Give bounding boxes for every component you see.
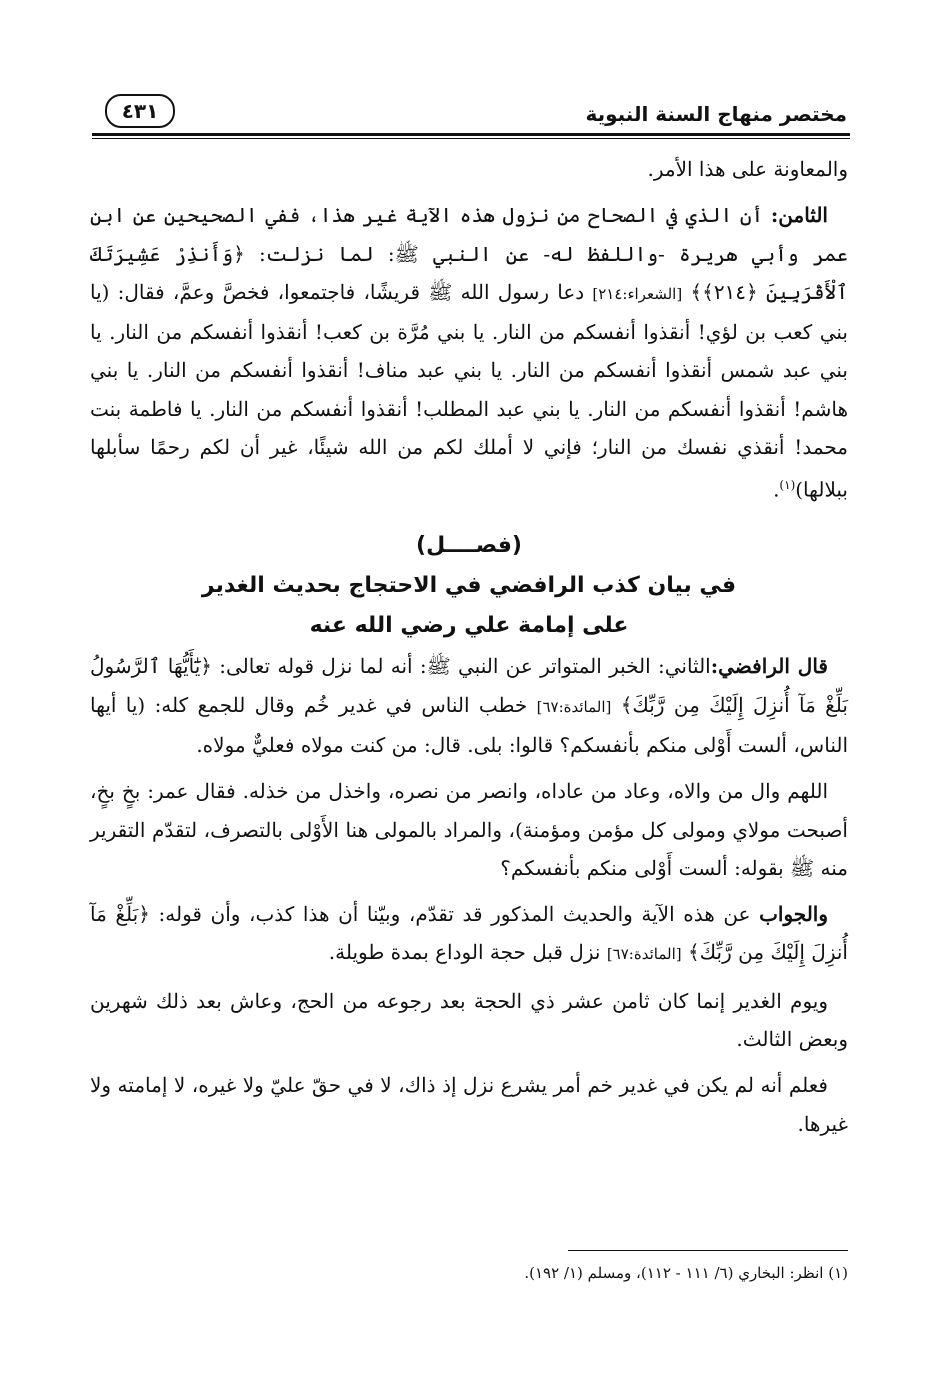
paragraph-1 [90,150,848,188]
paragraph-2: الثامن: أن الذي في الصحاح من نزول هذه الآية غير هذا، ففي الصحيحين عن ابن عمر وأبي هريرة -واللفظ له- عن النبي ﷺ: لما نزلت: ﴿وَأَنذِرْ عَشِيرَتَكَ ٱلْأَقْرَبِينَ ﴿٢١٤﴾﴾ [الشعراء:٢١٤] دعا رسول الله ﷺ قريشًا، فاجتمعوا، فخصَّ وعمَّ، فقال: (يا بني كعب بن لؤي! أنقذوا أنفسكم من النار. يا بني مُرَّة بن كعب! أنقذوا أنفسكم من النار. يا بني عبد شمس أنقذوا أنفسكم من النار. يا بني عبد مناف! أنقذوا أنفسكم من النار. يا بني هاشم! أنقذوا أنفسكم من النار. يا بني عبد المطلب! أنقذوا أنفسكم من النار. يا فاطمة بنت محمد! أنقذي نفسك من النار؛ فإني لا أملك لكم من الله شيئًا، غير أن لكم رحمًا سأبلها ببلالها)$^{(١)}$. [90,203,849,503]
verse-reference: [المائدة:٦٧] [606,945,682,964]
paragraph-text: خطب الناس في غدير خُم وقال للجمع كله: (يا أيها الناس، ألست أَوْلى منكم بأنفسكم؟ قالوا: بلى. قال: من كنت مولاه فعليٌّ مولاه. [90,692,848,757]
header-divider [92,133,850,139]
paragraph-text: دعا رسول الله ﷺ قريشًا، فاجتمعوا، فخصَّ وعمَّ، فقال: (يا بني كعب بن لؤي! أنقذوا أنفسكم من النار. يا بني مُرَّة بن كعب! أنقذوا أنفسكم من النار. يا بني عبد شمس أنقذوا أنفسكم من النار. يا بني عبد مناف! أنقذوا أنفسكم من النار. يا بني هاشم! أنقذوا أنفسكم من النار. يا بني عبد المطلب! أنقذوا أنفسكم من النار. يا فاطمة بنت محمد! أنقذي نفسك من النار؛ فإني لا أملك لكم من الله شيئًا، غير أن لكم رحمًا سأبلها ببلالها) [90,279,849,503]
paragraph-text: نزل قبل حجة الوداع بمدة طويلة. [328,940,607,965]
verse-reference: [المائدة:٦٧] [536,697,612,716]
page-header [95,92,847,136]
paragraph-4 [90,772,848,887]
paragraph-text: ويوم الغدير إنما كان ثامن عشر ذي الحجة بعد رجوعه من الحج، وعاش بعد ذلك شهرين وبعض الثالث. [90,988,848,1051]
paragraph-text: اللهم وال من والاه، وعاد من عاداه، وانصر من نصره، واخذل من خذله. فقال عمر: بخٍ بخٍ، أصبحت مولاي ومولى كل مؤمن ومؤمنة)، والمراد بالمولى هنا الأَوْلى بالتصرف، لتقدّم التقرير منه ﷺ بقوله: ألست أَوْلى منكم بأنفسكم؟ [90,779,848,880]
footnote-divider [568,1250,848,1251]
paragraph-text: الثاني: الخبر المتواتر عن النبي ﷺ: أنه لما نزل قوله تعالى: ﴿يَٰٓأَيُّهَا ٱلرَّسُولُ بَلِّغْ مَآ أُنزِلَ إِلَيْكَ مِن رَّبِّكَ﴾ [90,654,848,717]
paragraph-lead: والجواب [759,902,828,927]
paragraph-3 [90,647,848,764]
paragraph-text: فعلم أنه لم يكن في غدير خم أمر يشرع نزل إذ ذاك، لا في حقّ عليّ ولا غيره، لا إمامته ولا غيرها. [90,1073,848,1136]
paragraph-6 [90,982,848,1059]
paragraph-lead: قال الرافضي: [710,654,828,679]
paragraph-7 [90,1066,848,1143]
paragraph-text: والمعاونة على هذا الأمر. [647,157,848,181]
section-heading: (فصــــل) [416,533,522,559]
footnote-marker: (١) [779,478,796,493]
verse-reference: [الشعراء:٢١٤] [592,284,683,303]
paragraph-lead: الثامن: [770,203,828,228]
paragraph-5 [90,895,848,974]
paragraph-text: عن هذه الآية والحديث المذكور قد تقدّم، وبيّنا أن هذا كذب، وأن قوله: ﴿بَلِّغْ مَآ أُنزِلَ إِلَيْكَ مِن رَّبِّكَ﴾ [90,902,848,965]
page-number: ٤٣١ [105,94,175,128]
section-heading: في بيان كذب الرافضي في الاحتجاج بحديث الغدير [201,573,737,599]
paragraph-text: أن الذي في الصحاح من نزول هذه الآية غير هذا، ففي الصحيحين عن ابن عمر وأبي هريرة -واللفظ له- عن النبي ﷺ: لما نزلت: ﴿وَأَنذِرْ عَشِيرَتَكَ ٱلْأَقْرَبِينَ ﴿٢١٤﴾﴾ [90,203,848,304]
main-text [90,150,848,1151]
section-heading: على إمامة علي رضي الله عنه [309,613,629,639]
book-title: مختصر منهاج السنة النبوية [585,102,847,126]
footnote: (١) انظر: البخاري (٦/ ١١١ - ١١٢)، ومسلم (١/ ١٩٢). [524,1264,848,1282]
